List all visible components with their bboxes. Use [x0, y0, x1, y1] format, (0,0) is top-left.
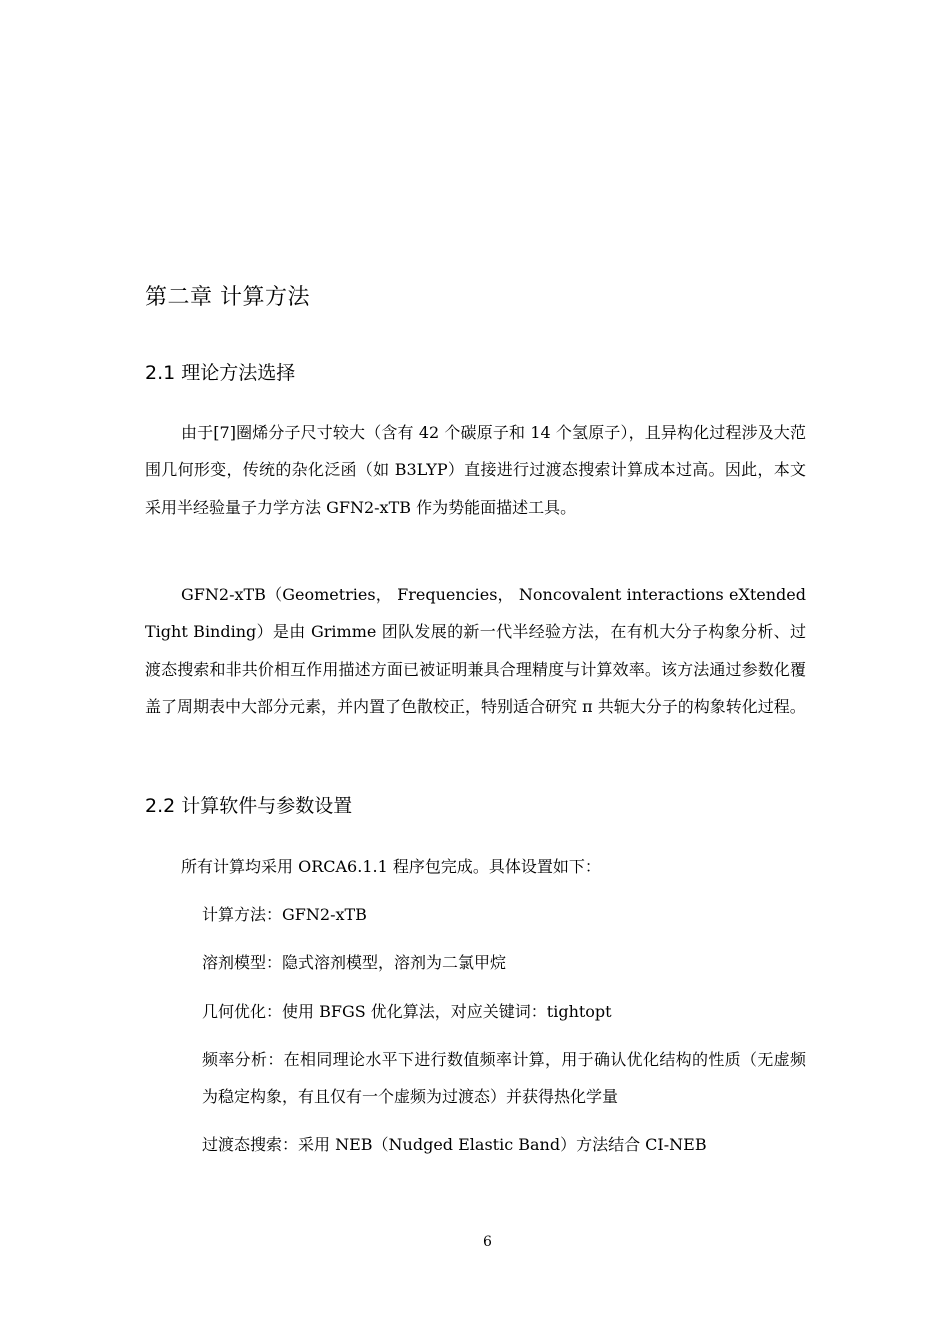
section-intro: 所有计算均采用 ORCA6.1.1 程序包完成。具体设置如下： [181, 857, 601, 876]
paragraph: GFN2-xTB（Geometries， Frequencies， Noncovalent interactions eXtended Tight Binding）是由 Grimme 团队发展的新一代半经验方法，在有机大分子构象分析、过渡态搜索和非共价相互作用描述方面已被证明兼具合理精度与计算效率。该方法通过参数化覆盖了周期表中大部分元素，并内置了色散校正，特别适合研究 π 共轭大分子的构象转化过程。 [145, 585, 806, 716]
list-item-ts-search: 过渡态搜索：采用 NEB（Nudged Elastic Band）方法结合 CI-NEB [202, 1135, 707, 1155]
list-item-solvent: 溶剂模型：隐式溶剂模型，溶剂为二氯甲烷 [202, 953, 507, 973]
settings-list [202, 896, 806, 1175]
section-heading-2-1: 2.1 理论方法选择 [145, 362, 296, 384]
section-heading-2-2: 2.2 计算软件与参数设置 [145, 795, 353, 817]
chapter-title: 第二章 计算方法 [145, 285, 310, 310]
list-item-optimization: 几何优化：使用 BFGS 优化算法，对应关键词：tightopt [202, 1001, 612, 1021]
list-item-frequency: 频率分析：在相同理论水平下进行数值频率计算，用于确认优化结构的性质（无虚频为稳定构象，有且仅有一个虚频为过渡态）并获得热化学量 [202, 1049, 806, 1107]
page-number: 6 [483, 1234, 492, 1250]
paragraph: 由于[7]圈烯分子尺寸较大（含有 42 个碳原子和 14 个氢原子），且异构化过程涉及大范围几何形变，传统的杂化泛函（如 B3LYP）直接进行过渡态搜索计算成本过高。因此，本文采用半经验量子力学方法 GFN2-xTB 作为势能面描述工具。 [145, 423, 806, 517]
list-item-method: 计算方法：GFN2-xTB [202, 905, 367, 924]
